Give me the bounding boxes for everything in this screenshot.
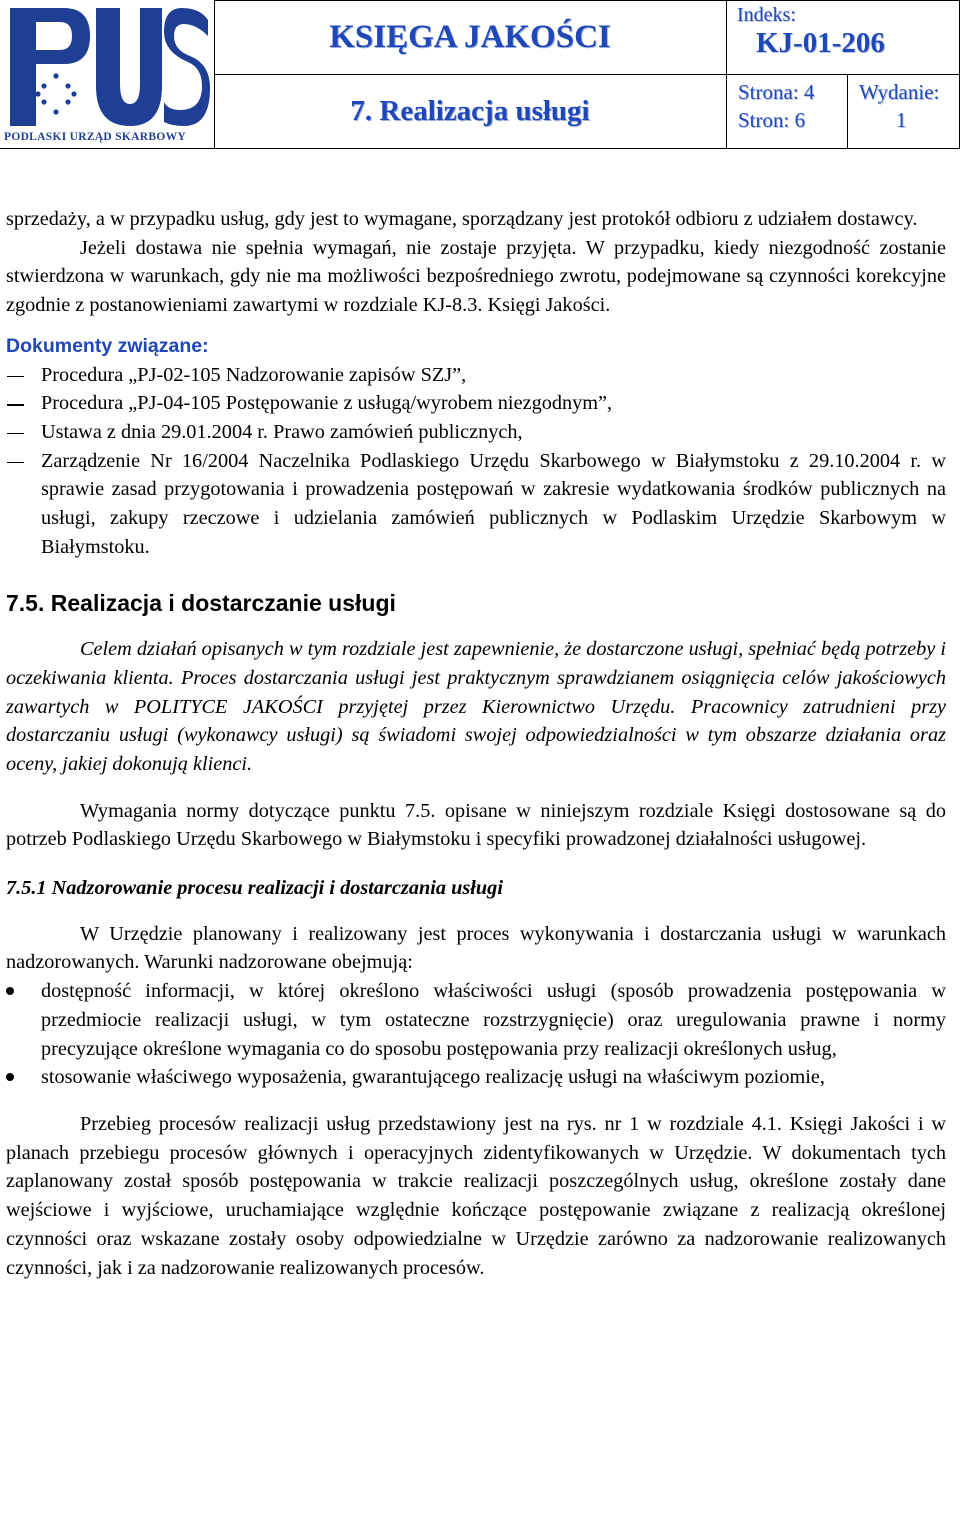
document-title: KSIĘGA JAKOŚCI xyxy=(329,18,611,55)
paragraph-process-flow: Przebieg procesów realizacji usług przedstawiony jest na rys. nr 1 w rozdziale 4.1. Księgi Jakości i w planach przebiegu procesów głównych i operacyjnych zidentyfikowanych w Urzędzie. W dokumentach tych zaplanowany został sposób postępowania w trakcie realizacji poszczególnych usług, określone zostały dane wejściowe i wyjściowe, uruchamiające względnie kończące postępowanie związane z realizacją określonej czynności oraz wskazane zostały osoby odpowiedzialne w Urzędzie zarówno za nadzorowanie realizowanych czynności, jak i za nadzorowanie realizowanych procesów. xyxy=(6,1112,946,1279)
conditions-list xyxy=(6,977,946,1092)
list-item xyxy=(6,389,946,418)
list-item-text: dostępność informacji, w której określono właściwości usługi (sposób prowadzenia postępowania w przedmiocie realizacji usługi, w tym ostateczne rozstrzygnięcie) oraz uregulowania prawne i normy precyzujące określone wymagania co do sposobu postępowania przy realizacji określonych usług, xyxy=(41,980,946,1060)
bullet-icon xyxy=(6,987,14,995)
paragraph-sales: sprzedaży, a w przypadku usług, gdy jest to wymagane, sporządzany jest protokół odbioru z udziałem dostawcy. xyxy=(6,208,918,230)
section-heading-7-5-1: 7.5.1 Nadzorowanie procesu realizacji i dostarczania usługi xyxy=(6,877,503,900)
list-item-text: stosowanie właściwego wyposażenia, gwarantującego realizację usługi na właściwym poziomie, xyxy=(41,1066,825,1089)
index-value: KJ-01-206 xyxy=(756,27,885,59)
list-item xyxy=(6,447,946,562)
bullet-icon xyxy=(6,1073,14,1081)
pus-logo-icon xyxy=(4,2,210,130)
index-label: Indeks: xyxy=(737,4,796,26)
document-header xyxy=(0,0,960,149)
logo xyxy=(0,0,214,148)
list-item xyxy=(6,977,946,1063)
header-border-bottom xyxy=(0,148,960,149)
list-item xyxy=(6,418,946,447)
related-documents-list xyxy=(6,361,946,562)
list-item-text: Procedura „PJ-04-105 Postępowanie z usługą/wyrobem niezgodnym”, xyxy=(41,392,613,415)
edition-value: 1 xyxy=(896,108,907,132)
paragraph-purpose: Celem działań opisanych w tym rozdziale jest zapewnienie, że dostarczone usługi, spełniać będą potrzeby i oczekiwania klienta. Proces dostarczania usługi jest praktycznym sprawdzianem osiągnięcia celów jakościowych zawartych w POLITYCE JAKOŚCI przyjętej przez Kierownictwo Urzędu. Pracownicy zatrudnieni przy dostarczaniu usługi (wykonawcy usługi) są świadomi swojej odpowiedzialności w tym obszarze działania oraz oceny, jakiej dokonują klienci. xyxy=(6,638,946,775)
list-item xyxy=(6,1063,946,1092)
paragraph-nonconforming-delivery: Jeżeli dostawa nie spełnia wymagań, nie zostaje przyjęta. W przypadku, kiedy niezgodność zostanie stwierdzona w warunkach, gdy nie ma możliwości bezpośredniego zwrotu, podejmowane są czynności korekcyjne zgodnie z postanowieniami zawartymi w rozdziale KJ-8.3. Księgi Jakości. xyxy=(6,236,946,317)
paragraph-controlled-conditions: W Urzędzie planowany i realizowany jest proces wykonywania i dostarczania usługi w warunkach nadzorowanych. Warunki nadzorowane obejmują: xyxy=(6,922,946,974)
header-divider-3 xyxy=(847,74,848,149)
related-documents-heading: Dokumenty związane: xyxy=(6,334,209,357)
chapter-title: 7. Realizacja usługi xyxy=(350,94,590,127)
page-number: Strona: 4 xyxy=(738,80,815,104)
edition-label: Wydanie: xyxy=(859,80,940,104)
header-divider-2 xyxy=(726,0,727,149)
list-item xyxy=(6,361,946,390)
list-item-text: Zarządzenie Nr 16/2004 Naczelnika Podlaskiego Urzędu Skarbowego w Białymstoku z 29.10.2004 r. w sprawie zasad przygotowania i prowadzenia postępowań w zakresie wydatkowania środków publicznych na usługi, zakupy rzeczowe i udzielania zamówień publicznych w Podlaskim Urzędzie Skarbowym w Białymstoku. xyxy=(41,449,946,558)
document-body xyxy=(6,205,946,1282)
section-heading-7-5: 7.5. Realizacja i dostarczanie usługi xyxy=(6,590,396,617)
page-count: Stron: 6 xyxy=(738,108,806,132)
list-item-text: Procedura „PJ-02-105 Nadzorowanie zapisów SZJ”, xyxy=(41,363,467,386)
paragraph-requirements: Wymagania normy dotyczące punktu 7.5. opisane w niniejszym rozdziale Księgi dostosowane są do potrzeb Podlaskiego Urzędu Skarbowego w Białymstoku i specyfiki prowadzonej działalności usługowej. xyxy=(6,799,946,851)
list-item-text: Ustawa z dnia 29.01.2004 r. Prawo zamówień publicznych, xyxy=(41,420,523,443)
logo-caption: PODLASKI URZĄD SKARBOWY xyxy=(4,131,186,143)
